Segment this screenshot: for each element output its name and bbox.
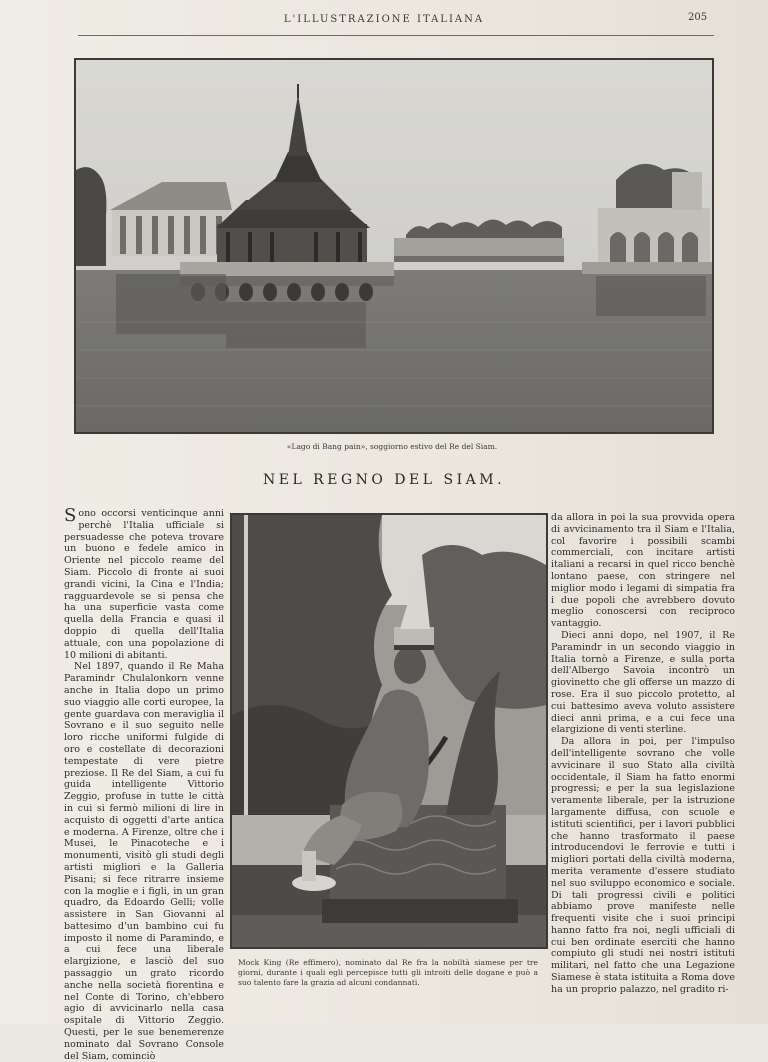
left-paragraph-2: Nel 1897, quando il Re Maha Paramindr Chulalonkorn venne anche in Italia dopo un primo suo viaggio alle corti europee, la gente guardava con meraviglia il Sovrano e il suo seguito nelle loro ricche uniformi fulgide di oro e costellate di decorazioni tempestate di vere pietre preziose. Il Re del Siam, a cui fu guida intelligente Vittorio Zeggio, profuse in tutte le città in cui si fermò milioni di lire in acquisto di oggetti d'arte antica e moderna. A Firenze, oltre che i Musei, le Pinacoteche e i monumenti, visitò gli studi degli artisti migliori e la Galleria Pisani; si fece ritrarre insieme con la moglie e i figli, in un gran quadro, da Edoardo Gelli; volle assistere in San Giovanni al battesimo d'un bambino cui fu imposto il nome di Paramindo, e a cui fece una liberale elargizione, e lasciò del suo passaggio un grato ricordo anche nella società fiorentina e nel Conte di Torino, ch'ebbero agio di avvicinarlo nella casa ospitale di Vittorio Zeggio. Questi, per le sue benemerenze nominato dal Sovrano Console del Siam, cominciò [64,661,224,1062]
article-heading: NEL REGNO DEL SIAM. [262,472,506,488]
lake-palace-photo [74,58,714,434]
right-paragraph-1: da allora in poi la sua provvida opera di avvicinamento tra il Siam e l'Italia, col favorire i possibili scambi commerciali, con incitare artisti italiani a recarsi in quel ricco benchè lontano paese, con stringere nel miglior modo i legami di simpatia fra i due popoli che avrebbero dovuto meglio conoscersi con reciproco vantaggio. [551,512,735,630]
left-paragraph-1-text: ono occorsi venticinque anni perchè l'Italia ufficiale si persuadesse che poteva trovare un buono e fedele amico in Oriente nel piccolo reame del Siam. Piccolo di fronte ai suoi grandi vicini, la Cina e l'India; ragguardevole se si pensa che ha una superficie vasta come quella della Francia e quasi il doppio di quella dell'Italia attuale, con una popolazione di 10 milioni di abitanti. [64,508,224,661]
right-paragraph-3: Da allora in poi, per l'impulso dell'intelligente sovrano che volle avvicinare il suo Stato alla civiltà occidentale, il Siam ha fatto enormi progressi; e per la sua legislazione veramente liberale, per la istruzione largamente diffusa, con scuole e istituti scientifici, per i lavori pubblici che hanno trasformato il paese introducendovi le ferrovie e tutti i migliori portati della civiltà moderna, merita veramente d'essere studiato nel suo sviluppo economico e sociale. Di tali progressi civili e politici abbiamo prove manifeste nelle frequenti visite che i suoi principi hanno fatto fra noi, negli ufficiali di cui ben ordinate eserciti che hanno compiuto gli studi nei nostri istituti militari, nel fatto che una Legazione Siamese è stata istituita a Roma dove ha un proprio palazzo, nel gradito ri- [551,736,735,995]
header-rule [78,35,714,36]
article-right-column [551,512,735,996]
right-paragraph-2: Dieci anni dopo, nel 1907, il Re Paramindr in un secondo viaggio in Italia tornò a Firenze, e sulla porta dell'Albergo Savoia incontrò un giovinetto che gli offerse un mazzo di rose. Era il suo piccolo protetto, al cui battesimo aveva voluto assistere dieci anni prima, e a cui fece una elargizione di venti sterline. [551,629,735,736]
page-number: 205 [688,12,708,23]
left-paragraph-1 [64,505,224,661]
mock-king-caption: Mock King (Re effimero), nominato dal Re fra la nobiltà siamese per tre giorni, durante i quali egli percepisce tutti gli introiti delle dogane e può a suo talento fare la grazia ad alcuni condannati. [238,958,538,987]
top-photo-caption: «Lago di Bang pain», soggiorno estivo del Re del Siam. [286,442,498,451]
running-header-title: L'ILLUSTRAZIONE ITALIANA [283,14,485,25]
mock-king-photo [230,513,548,949]
article-left-column [64,505,224,1062]
drop-cap: S [64,505,77,526]
